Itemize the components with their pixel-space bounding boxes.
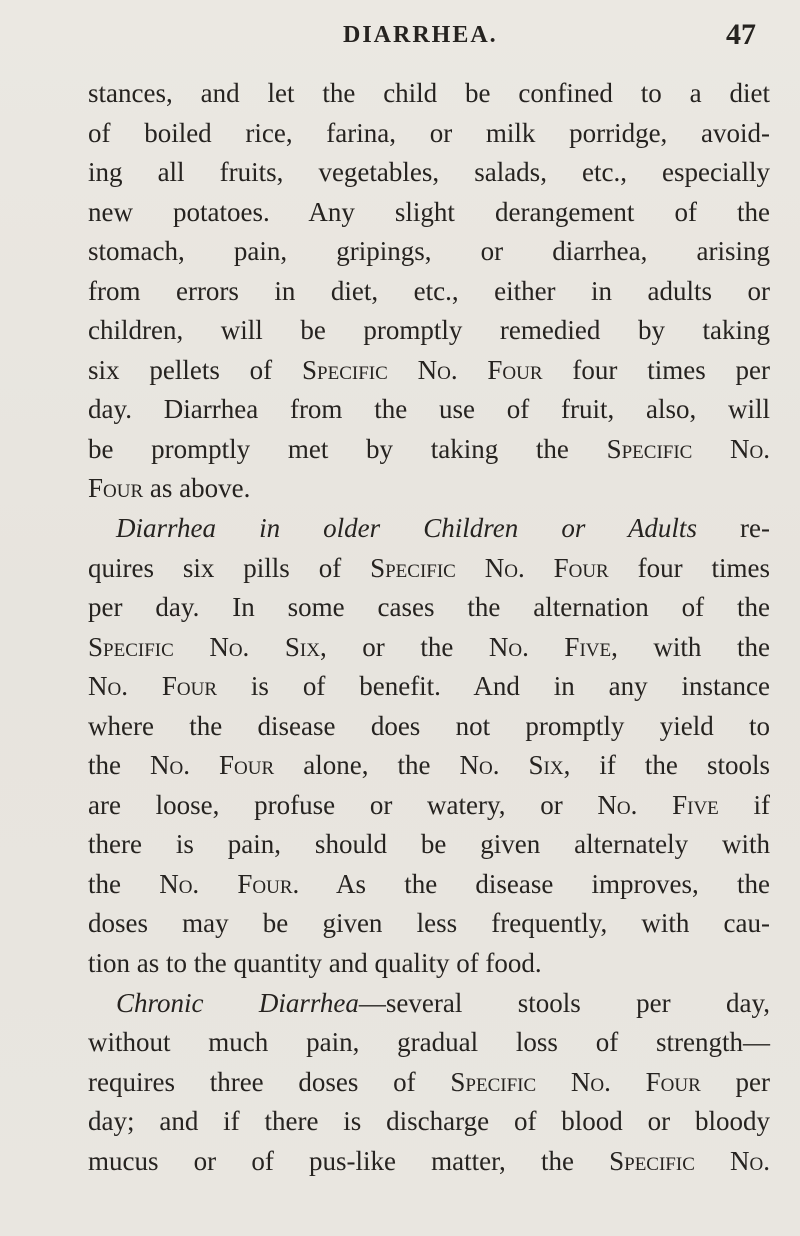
text-line — [88, 628, 770, 668]
text-line — [88, 786, 770, 826]
text-line — [88, 825, 770, 865]
text-line — [88, 469, 770, 509]
text-line — [88, 232, 770, 272]
text-line — [88, 865, 770, 905]
text-segment: mucus or of pus-like matter, the — [88, 1145, 610, 1176]
small-caps-text: No. Six — [459, 750, 564, 781]
text-line — [88, 153, 770, 193]
small-caps-text: No. Five — [597, 789, 719, 820]
small-caps-text: Specific No. Four — [370, 552, 609, 583]
text-segment: doses may be given less frequently, with cau- — [88, 908, 770, 939]
small-caps-text: Four — [88, 473, 144, 504]
text-segment: from errors in diet, etc., either in adults or — [88, 275, 770, 306]
text-segment: day; and if there is discharge of blood or bloody — [88, 1106, 770, 1137]
text-line — [88, 1142, 770, 1182]
text-segment: without much pain, gradual loss of strength— — [88, 1027, 770, 1058]
text-segment: children, will be promptly remedied by taking — [88, 315, 770, 346]
text-segment: the — [88, 750, 151, 781]
text-segment: re- — [696, 513, 771, 544]
small-caps-text: Specific No. — [606, 433, 770, 464]
small-caps-text: Specific No. — [609, 1145, 771, 1176]
text-segment: quires six pills of — [88, 552, 371, 583]
italic-heading-text: Diarrhea in older Children or Adults — [116, 513, 697, 544]
text-segment: , or the — [319, 631, 489, 662]
text-line — [88, 74, 770, 114]
text-line — [88, 746, 770, 786]
text-segment: be promptly met by taking the — [88, 433, 607, 464]
text-line — [88, 193, 770, 233]
text-segment: are loose, profuse or watery, or — [88, 789, 598, 820]
text-segment: four times — [608, 552, 771, 583]
small-caps-text: No. Four — [159, 868, 293, 899]
small-caps-text: Specific No. Four — [450, 1066, 701, 1097]
text-segment: tion as to the quantity and quality of food. — [88, 948, 542, 979]
text-line — [88, 984, 770, 1024]
text-line — [88, 1102, 770, 1142]
text-line — [88, 904, 770, 944]
page-header — [0, 18, 800, 58]
text-line — [88, 311, 770, 351]
text-segment: there is pain, should be given alternately with — [88, 829, 770, 860]
text-segment: per — [700, 1066, 770, 1097]
text-segment: , if the stools — [563, 750, 770, 781]
text-segment: —several stools per day, — [358, 987, 770, 1018]
text-line — [88, 1063, 770, 1103]
text-line — [88, 667, 770, 707]
text-segment: ing all fruits, vegetables, salads, etc., especially — [88, 157, 770, 188]
text-segment: is of benefit. And in any instance — [217, 671, 770, 702]
text-segment: alone, the — [274, 750, 460, 781]
text-segment: . As the disease improves, the — [292, 868, 770, 899]
running-head: DIARRHEA. — [343, 22, 498, 48]
small-caps-text: No. Five — [488, 631, 612, 662]
text-line — [88, 390, 770, 430]
text-segment: requires three doses of — [88, 1066, 451, 1097]
text-segment: stomach, pain, gripings, or diarrhea, arising — [88, 236, 770, 267]
text-segment: per day. In some cases the alternation of the — [88, 592, 770, 623]
text-segment: new potatoes. Any slight derangement of the — [88, 196, 770, 227]
text-segment: four times per — [542, 354, 771, 385]
small-caps-text: No. Four — [88, 671, 218, 702]
text-segment: the — [88, 868, 160, 899]
small-caps-text: Specific No. Four — [302, 354, 543, 385]
small-caps-text: No. Four — [150, 750, 275, 781]
text-segment: where the disease does not promptly yield to — [88, 710, 770, 741]
text-line — [88, 114, 770, 154]
text-line — [88, 272, 770, 312]
text-line — [88, 351, 770, 391]
text-segment: , with the — [611, 631, 770, 662]
text-line — [88, 1023, 770, 1063]
text-line — [88, 549, 770, 589]
body-text — [88, 74, 770, 1181]
small-caps-text: Specific No. Six — [88, 631, 320, 662]
text-segment: of boiled rice, farina, or milk porridge, avoid- — [88, 117, 770, 148]
text-line — [88, 707, 770, 747]
text-segment: day. Diarrhea from the use of fruit, also, will — [88, 394, 770, 425]
page-number: 47 — [726, 18, 756, 51]
italic-heading-text: Chronic Diarrhea — [116, 987, 359, 1018]
text-line — [88, 430, 770, 470]
text-line — [88, 588, 770, 628]
text-line — [88, 509, 770, 549]
text-line — [88, 944, 770, 984]
text-segment: six pellets of — [88, 354, 302, 385]
text-segment: stances, and let the child be confined to a diet — [88, 78, 770, 108]
text-segment: if — [718, 789, 770, 820]
text-segment: as above. — [143, 473, 251, 504]
